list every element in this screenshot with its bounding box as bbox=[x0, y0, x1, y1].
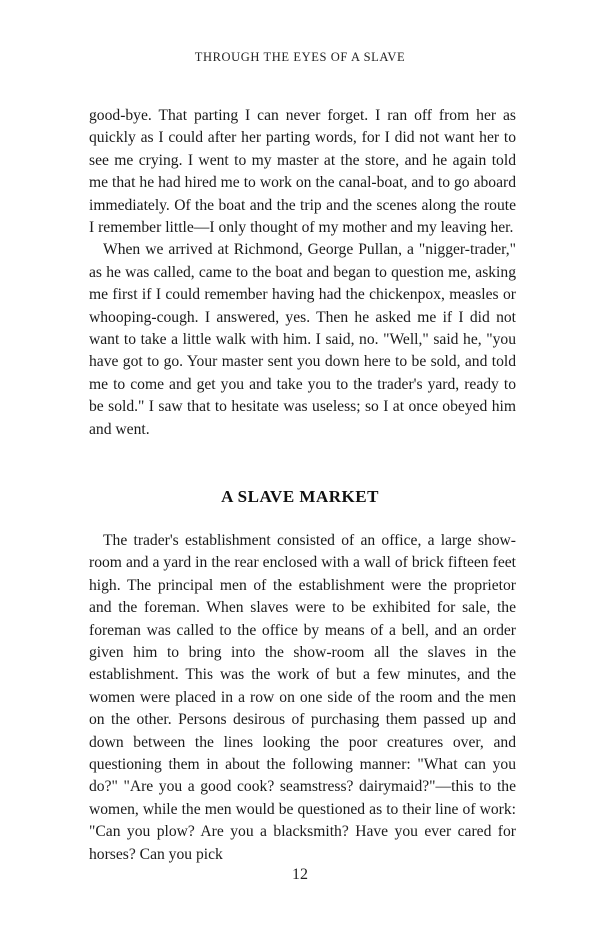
running-head: THROUGH THE EYES OF A SLAVE bbox=[194, 50, 406, 64]
paragraph-trader-establishment: The trader's establishment consisted of an office, a large show-room and a yard in the rear enclosed with a wall of brick fifteen feet high. The principal men of the establishment were the proprietor and the foreman. When slaves were to be exhibited for sale, the foreman was called to the office by means of a bell, and an order given him to bring into the show-room all the slaves in the establishment. This was the work of but a few minutes, and the women were placed in a row on one side of the room and the men on the other. Persons desirous of purchasing them passed up and down between the lines looking the poor creatures over, and questioning them in about the following manner: "What can you do?" "Are you a good cook? seamstress? dairymaid?"—this to the women, while the men would be questioned as to their line of work: "Can you plow? Are you a blacksmith? Have you ever cared for horses? Can you pick bbox=[89, 532, 516, 863]
paragraph-richmond: When we arrived at Richmond, George Pullan, a "nigger-trader," as he was called, came to the boat and began to question me, asking me first if I could remember having had the chickenpox, measles or whooping-cough. I answered, yes. Then he asked me if I did not want to take a little walk with him. I said, no. "Well," said he, "you have got to go. Your master sent you down here to be sold, and told me to come and get you and take you to the trader's yard, ready to be sold." I saw that to hesitate was useless; so I at once obeyed him and went. bbox=[89, 241, 516, 438]
body-text-bottom bbox=[89, 530, 516, 866]
body-text-top bbox=[89, 105, 516, 441]
paragraph-continued: good-bye. That parting I can never forget. I ran off from her as quickly as I could after her parting words, for I did not want her to see me crying. I went to my master at the store, and he again told me that he had hired me to work on the canal-boat, and to go aboard immediately. Of the boat and the trip and the scenes along the route I remember little—I only thought of my mother and my leaving her. bbox=[89, 107, 516, 237]
page-number: 12 bbox=[292, 866, 308, 883]
section-heading: A SLAVE MARKET bbox=[221, 487, 379, 506]
